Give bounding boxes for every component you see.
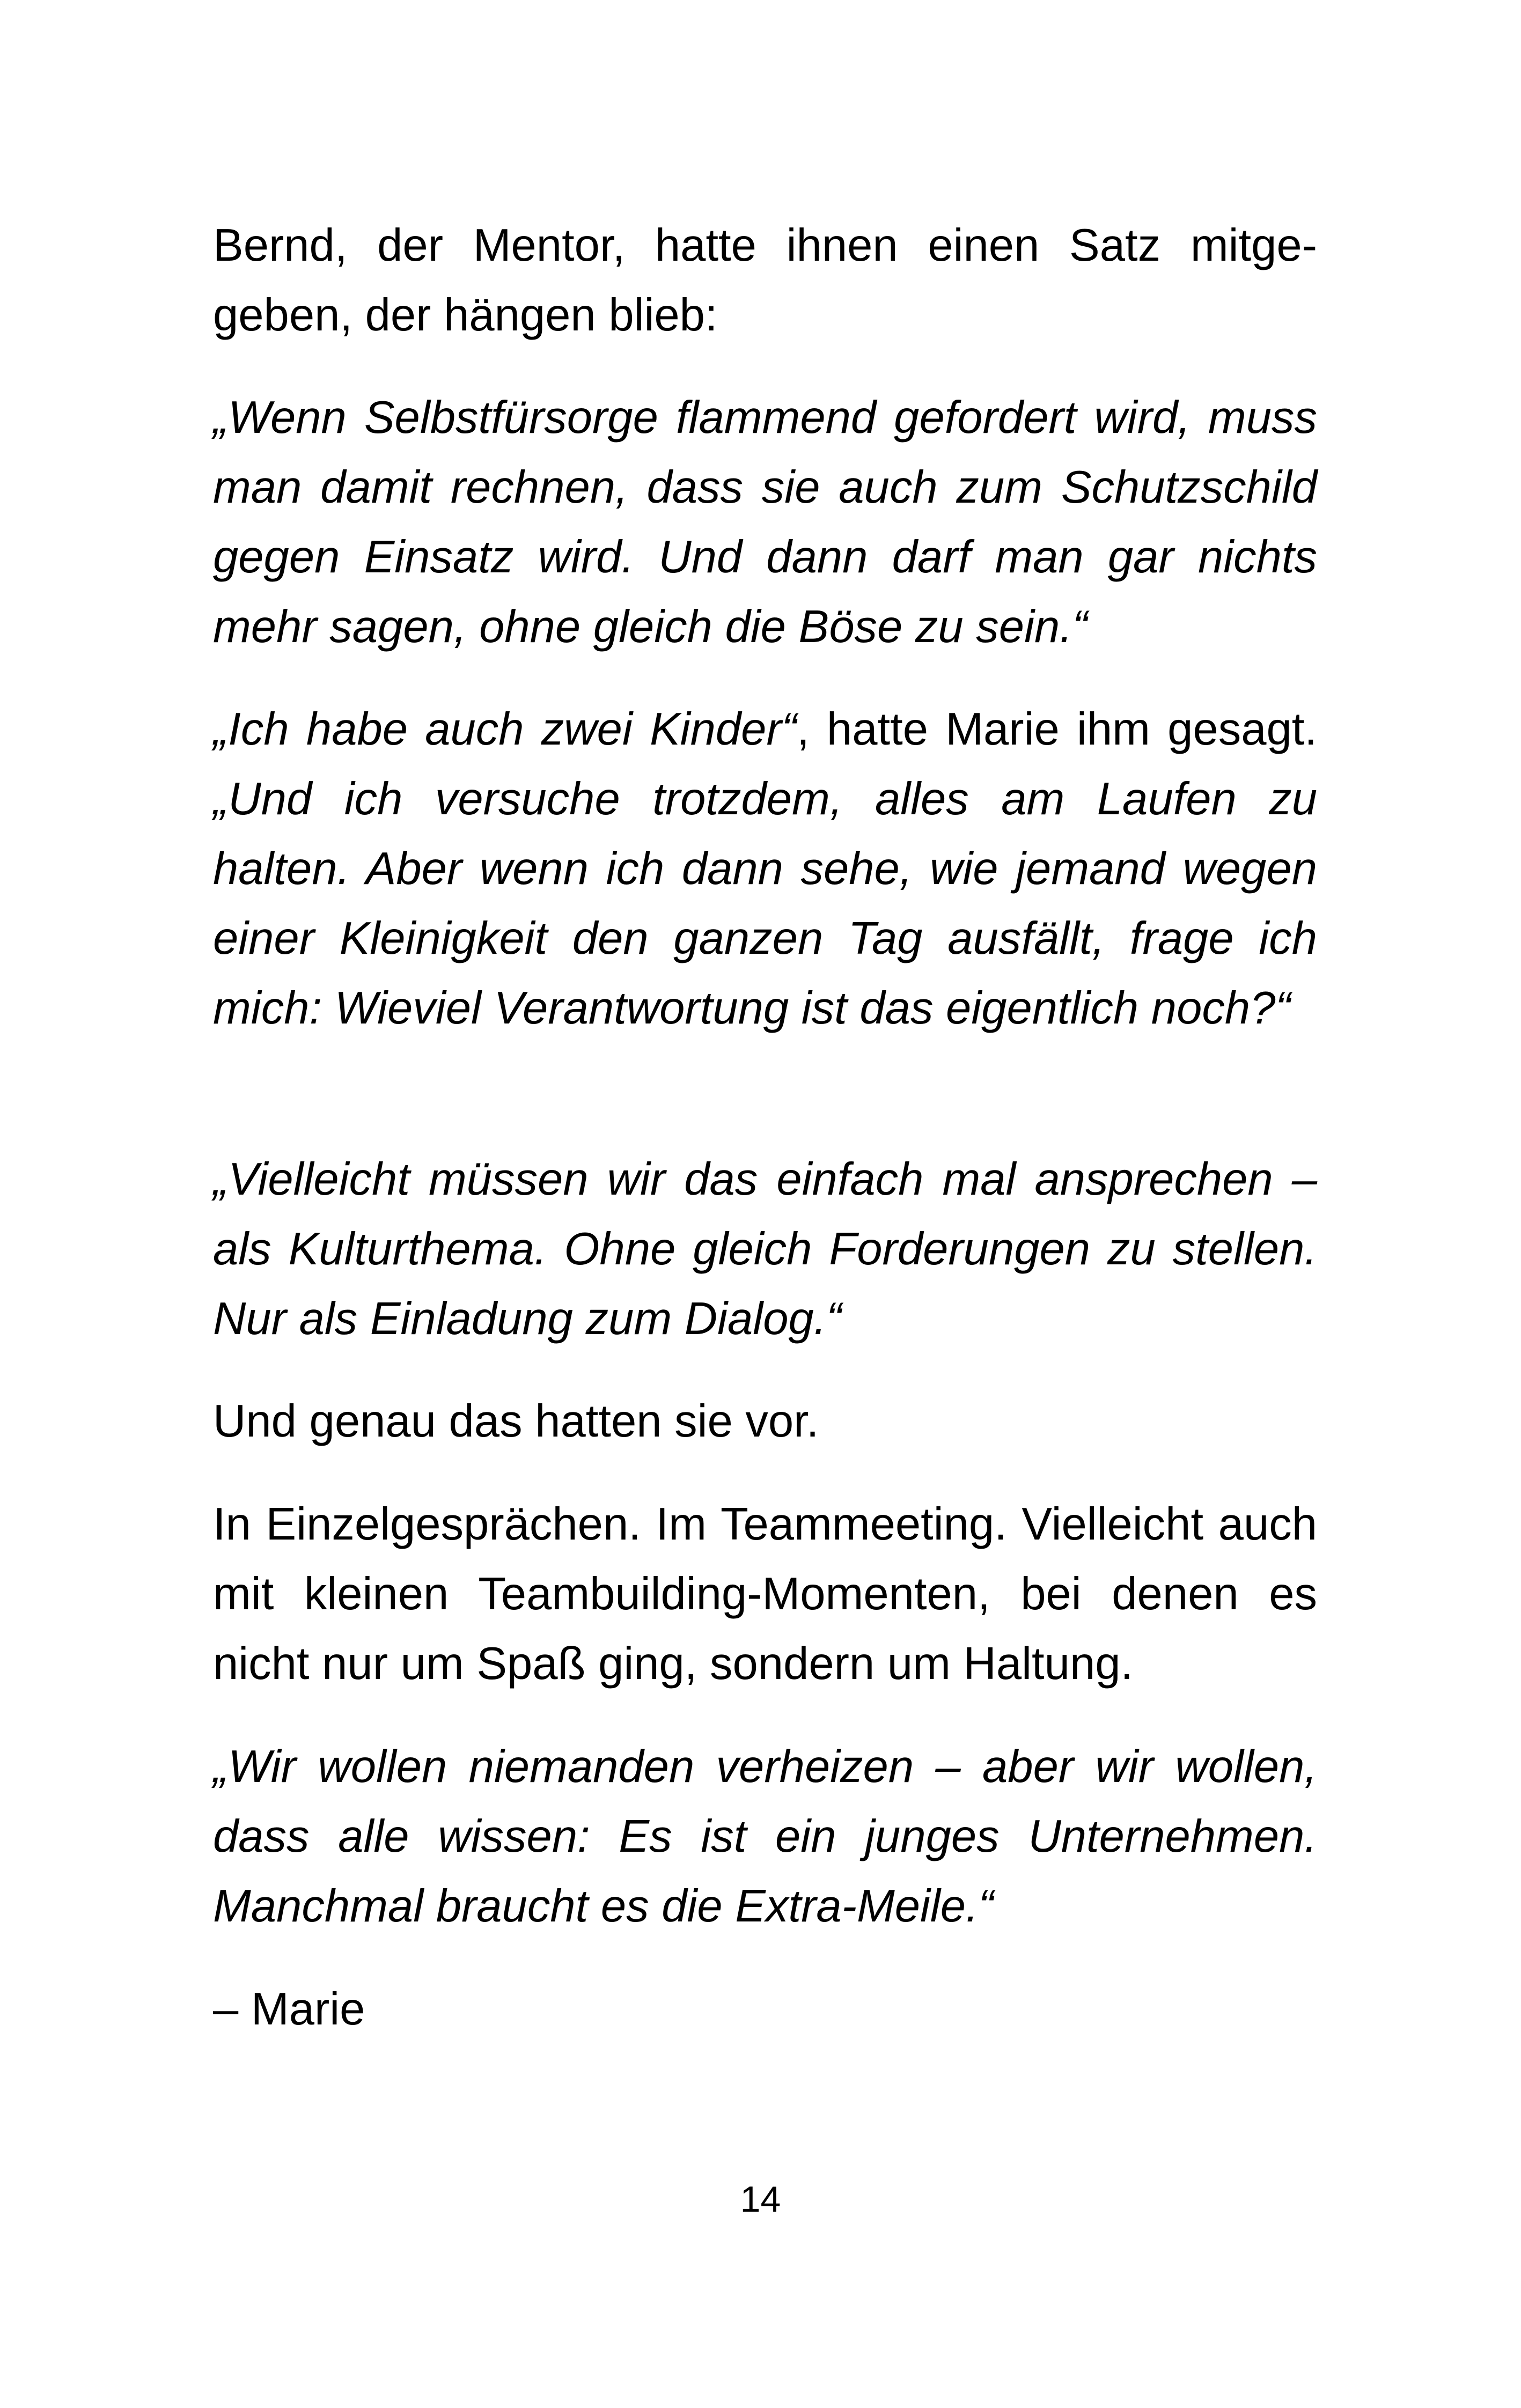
quote-bernd: „Wenn Selbstfürsorge flammend gefordert wird, muss man damit rechnen, dass sie auch zum Schutzschild gegen Einsatz wird. Und dann darf man gar nichts mehr sagen, ohne gleich die Böse zu sein.“ bbox=[213, 392, 1317, 652]
page-number: 14 bbox=[740, 2179, 781, 2220]
quote-marie-kids: „Ich habe auch zwei Kinder“ bbox=[213, 704, 797, 755]
attribution-marie: – Marie bbox=[213, 1984, 365, 2035]
quote-culture-topic: „Vielleicht müssen wir das einfach mal ansprechen – als Kulturthema. Ohne gleich Forderungen zu stellen. Nur als Einladung zum Dialog.“ bbox=[213, 1154, 1317, 1344]
paragraph-plan: Und genau das hatten sie vor. bbox=[213, 1396, 819, 1447]
quote-marie-responsibility: „Und ich versuche trotzdem, alles am Laufen zu halten. Aber wenn ich dann sehe, wie jemand wegen einer Kleinigkeit den ganzen Tag ausfällt, frage ich mich: Wieviel Verantwortung ist das eigentlich noch?“ bbox=[213, 774, 1317, 1034]
paragraph-marie-kids bbox=[213, 695, 1317, 1043]
paragraph-meetings: In Einzelgesprächen. Im Teammeeting. Vielleicht auch mit kleinen Teambuilding-Momenten, bei denen es nicht nur um Spaß ging, sondern um Haltung. bbox=[213, 1499, 1317, 1689]
quote-extra-mile: „Wir wollen niemanden verheizen – aber wir wollen, dass alle wissen: Es ist ein junges Unternehmen. Manchmal braucht es die Extra-Meile.“ bbox=[213, 1741, 1317, 1932]
paragraph-mentor-intro: Bernd, der Mentor, hatte ihnen einen Satz mitge-geben, der hängen blieb: bbox=[213, 220, 1317, 341]
narration-marie-said: , hatte Marie ihm gesagt. bbox=[797, 704, 1317, 755]
